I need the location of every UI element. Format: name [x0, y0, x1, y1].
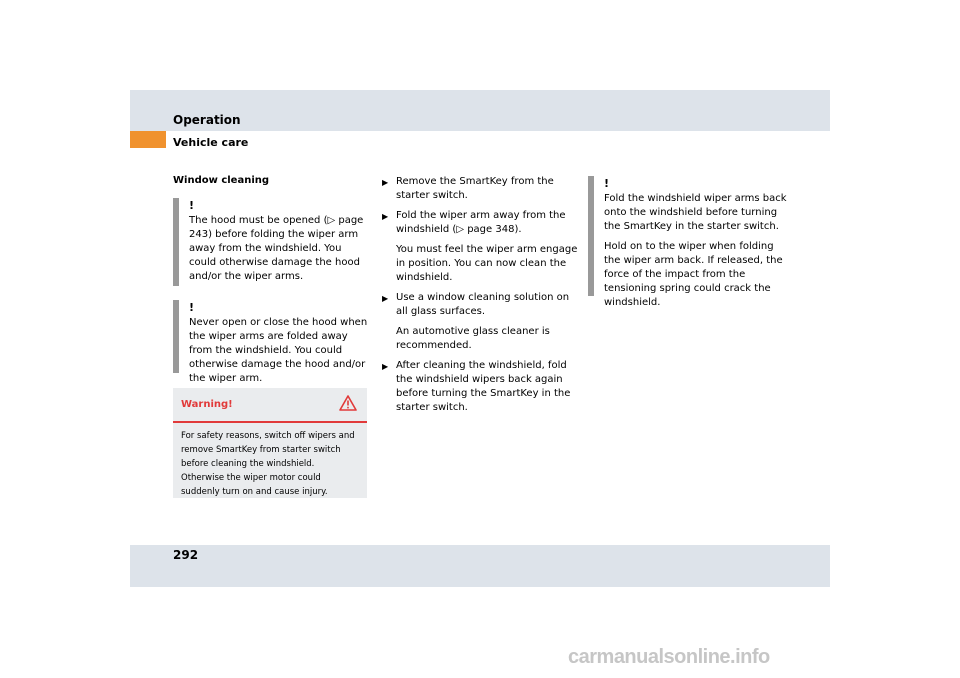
section-heading: Window cleaning [173, 175, 270, 186]
note-box-hood-close [173, 300, 370, 384]
list-item [380, 291, 580, 353]
step-text: After cleaning the windshield, fold the windshield wipers back again before turning the SmartKey in the starter switch. [396, 360, 571, 413]
triangle-bullet-icon: ▶ [382, 362, 389, 371]
list-item [380, 359, 580, 415]
exclamation-icon: ! [189, 199, 195, 212]
step-subtext: You must feel the wiper arm engage in position. You can now clean the windshield. [396, 244, 578, 283]
exclamation-icon: ! [604, 177, 610, 190]
triangle-bullet-icon: ▶ [382, 294, 389, 303]
note-text: Hold on to the wiper when folding the wiper arm back. If released, the force of the impact from the tensioning spring could crack the windshield. [604, 241, 783, 308]
warning-header [173, 388, 367, 423]
note-text: Never open or close the hood when the wiper arms are folded away from the windshield. You could otherwise damage the hood and/or the wiper arm. [189, 317, 368, 384]
warning-title: Warning! [181, 399, 233, 410]
triangle-bullet-icon: ▶ [382, 212, 389, 221]
warning-box [173, 388, 367, 498]
warning-triangle-icon [339, 395, 357, 415]
step-list [380, 175, 580, 421]
note-box-hood-open [173, 198, 370, 286]
chapter-subtitle: Vehicle care [173, 136, 249, 149]
page-number: 292 [173, 548, 199, 562]
chapter-title: Operation [173, 113, 241, 127]
footer-band [130, 545, 830, 587]
note-text: The hood must be opened (▷ page 243) before folding the wiper arm away from the windshield. You could otherwise damage the hood and/or the wiper arms. [189, 215, 364, 282]
list-item [380, 209, 580, 285]
step-text: Remove the SmartKey from the starter switch. [396, 176, 554, 201]
step-subtext: An automotive glass cleaner is recommended. [396, 326, 550, 351]
header-accent-bar [130, 131, 166, 148]
warning-text: For safety reasons, switch off wipers and remove SmartKey from starter switch before cleaning the windshield. Otherwise the wiper motor could suddenly turn on and cause injury. [181, 431, 355, 497]
list-item [380, 175, 580, 203]
note-box-wiper-fold [588, 176, 788, 308]
triangle-bullet-icon: ▶ [382, 178, 389, 187]
note-text: Fold the windshield wiper arms back onto the windshield before turning the SmartKey in the starter switch. [604, 193, 787, 232]
step-text: Fold the wiper arm away from the windshield (▷ page 348). [396, 210, 566, 235]
exclamation-icon: ! [189, 301, 195, 314]
step-text: Use a window cleaning solution on all glass surfaces. [396, 292, 570, 317]
watermark: carmanualsonline.info [568, 646, 770, 668]
